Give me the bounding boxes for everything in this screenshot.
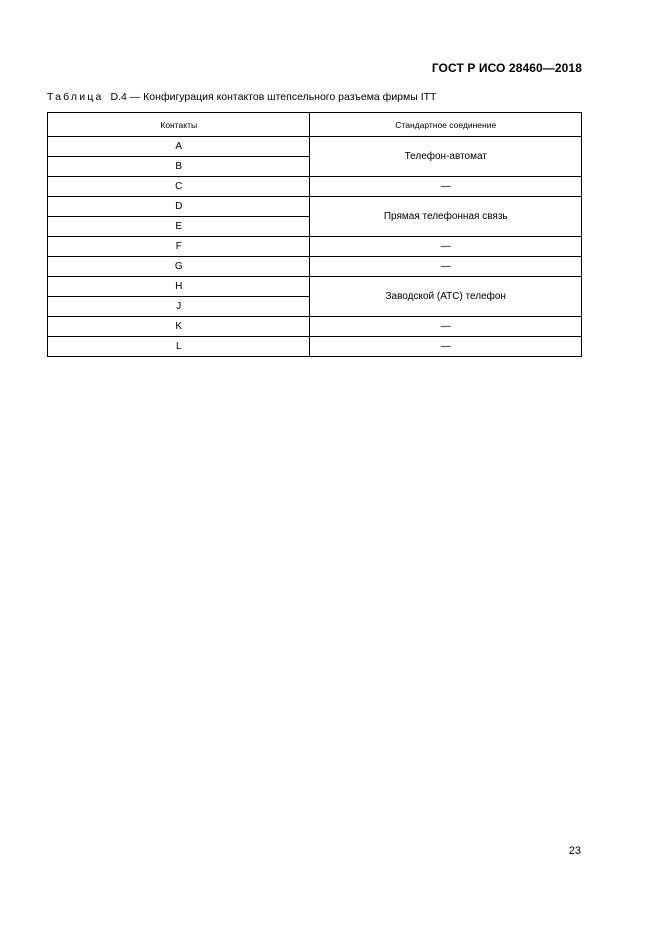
table-row	[48, 257, 582, 277]
column-header-contacts: Контакты	[48, 113, 310, 137]
table-row	[48, 337, 582, 357]
connection-cell: —	[310, 257, 582, 277]
contact-cell: C	[48, 177, 310, 197]
contact-cell: H	[48, 277, 310, 297]
contact-cell: A	[48, 137, 310, 157]
table-row	[48, 137, 582, 157]
connection-cell: Заводской (АТС) телефон	[310, 277, 582, 317]
connection-cell: Телефон-автомат	[310, 137, 582, 177]
table-caption-label: Таблица	[47, 91, 104, 103]
contact-cell: L	[48, 337, 310, 357]
contact-cell: D	[48, 197, 310, 217]
connection-cell: —	[310, 177, 582, 197]
table-row	[48, 177, 582, 197]
column-header-connection: Стандартное соединение	[310, 113, 582, 137]
table-header-row	[48, 113, 582, 137]
contact-cell: K	[48, 317, 310, 337]
table-caption-number: D.4	[110, 91, 127, 103]
connection-cell: —	[310, 317, 582, 337]
table-caption	[47, 91, 436, 103]
table-row	[48, 317, 582, 337]
document-id-header: ГОСТ Р ИСО 28460—2018	[431, 61, 582, 75]
table-caption-text: — Конфигурация контактов штепсельного разъема фирмы ITT	[129, 91, 437, 103]
contacts-table	[47, 112, 582, 357]
table-row	[48, 237, 582, 257]
contact-cell: F	[48, 237, 310, 257]
page-number: 23	[568, 845, 581, 857]
connection-cell: —	[310, 237, 582, 257]
connection-cell: Прямая телефонная связь	[310, 197, 582, 237]
contact-cell: E	[48, 217, 310, 237]
contact-cell: B	[48, 157, 310, 177]
contact-cell: J	[48, 297, 310, 317]
table-row	[48, 277, 582, 297]
connection-cell: —	[310, 337, 582, 357]
table-row	[48, 197, 582, 217]
contact-cell: G	[48, 257, 310, 277]
